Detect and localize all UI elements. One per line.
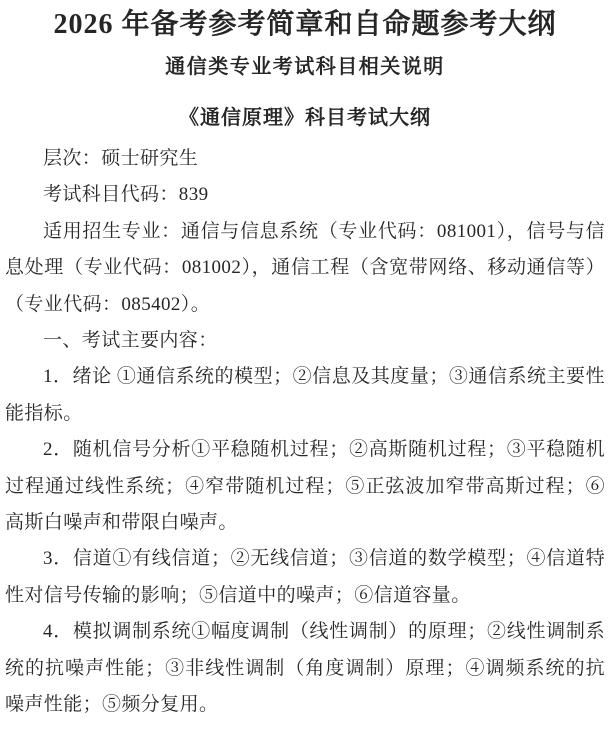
document-subtitle: 通信类专业考试科目相关说明 [165,56,445,78]
content-section-title: 一、考试主要内容： [43,330,218,352]
document-body [5,141,605,724]
document-page [0,5,609,730]
subject-code-line: 考试科目代码：839 [43,184,209,206]
content-item-4: 4．模拟调制系统①幅度调制（线性调制）的原理；②线性调制系统的抗噪声性能；③非线性调制（角度调制）原理；④调频系统的抗噪声性能；⑤频分复用。 [5,621,605,716]
document-title: 2026 年备考参考简章和自命题参考大纲 [53,9,557,40]
content-item-3: 3．信道①有线信道；②无线信道；③信道的数学模型；④信道特性对信号传输的影响；⑤信道中的噪声；⑥信道容量。 [5,548,605,606]
level-line: 层次：硕士研究生 [43,148,199,169]
content-item-2: 2．随机信号分析①平稳随机过程；②高斯随机过程；③平稳随机过程通过线性系统；④窄带随机过程；⑤正弦波加窄带高斯过程；⑥高斯白噪声和带限白噪声。 [5,439,605,534]
syllabus-section-heading: 《通信原理》科目考试大纲 [179,107,431,129]
content-item-1: 1．绪论 ①通信系统的模型；②信息及其度量；③通信系统主要性能指标。 [5,366,605,424]
applicable-majors-line: 适用招生专业：通信与信息系统（专业代码：081001），信号与信息处理（专业代码：081002），通信工程（含宽带网络、移动通信等）（专业代码：085402）。 [5,220,605,315]
